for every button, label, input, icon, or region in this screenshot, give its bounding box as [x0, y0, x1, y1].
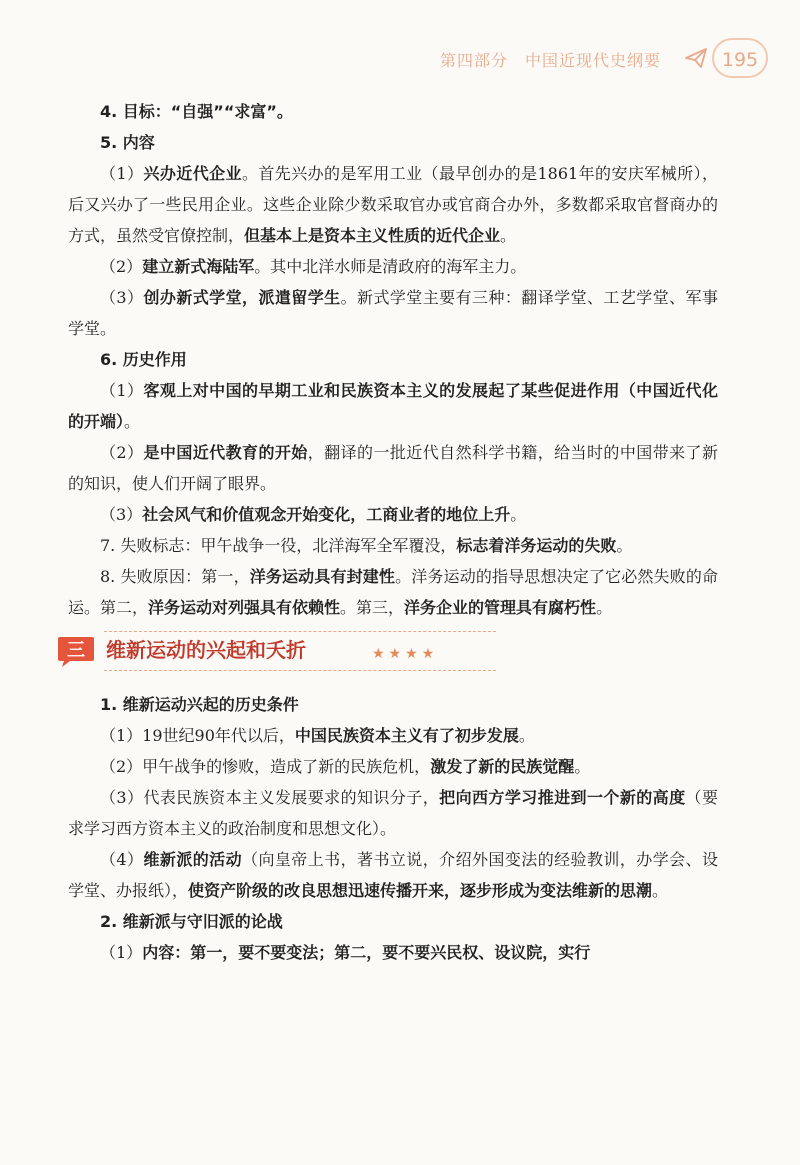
text-paragraph [68, 906, 718, 937]
paragraph-block-weixin [68, 689, 718, 968]
text-run: （2）甲午战争的惨败，造成了新的民族危机， [100, 757, 431, 776]
text-paragraph [68, 437, 718, 499]
bold-text: 洋务运动具有封建性 [249, 567, 396, 586]
text-run: 。 [574, 757, 591, 776]
section-header-text: 第四部分 中国近现代史纲要 [440, 51, 662, 70]
section-number: 三 [67, 640, 85, 661]
text-paragraph [68, 751, 718, 782]
text-run: 。新式学堂主要有三种：翻译学堂、工艺学堂、军事学堂。 [68, 288, 718, 338]
text-paragraph [68, 282, 718, 344]
text-run: 。第三， [340, 598, 405, 617]
page-number: 195 [712, 38, 768, 78]
bold-text: 创办新式学堂，派遣留学生 [143, 288, 341, 307]
text-run: ，翻译的一批近代自然科学书籍，给当时的中国带来了新的知识，使人们开阔了眼界。 [68, 443, 718, 493]
text-run: 。 [510, 505, 527, 524]
page-content [68, 96, 718, 968]
text-run: 。 [596, 598, 613, 617]
text-paragraph [68, 127, 718, 158]
text-run: 。首先兴办的是军用工业（最早创办的是1861年的安庆军械所），后又兴办了一些民用企业。这些企业除少数采取官办或官商合办外，多数都采取官督商办的方式，虽然受官僚控制， [68, 164, 718, 245]
text-paragraph [68, 251, 718, 282]
text-paragraph [68, 782, 718, 844]
text-paragraph [68, 499, 718, 530]
section-title: 维新运动的兴起和夭折 [106, 638, 306, 662]
section-heading [56, 629, 718, 679]
bold-text: 洋务企业的管理具有腐朽性 [404, 598, 597, 617]
text-run: （1）19世纪90年代以后， [100, 726, 295, 745]
section-number-badge [56, 633, 96, 669]
text-run: （1） [100, 164, 144, 183]
text-run: （2） [100, 257, 143, 276]
bold-text: 1. 维新运动兴起的历史条件 [100, 695, 299, 714]
text-run: 。 [124, 412, 141, 431]
text-paragraph [68, 344, 718, 375]
text-run: 。 [616, 536, 633, 555]
paragraph-block-yangwu [68, 96, 718, 623]
bold-text: 标志着洋务运动的失败 [456, 536, 617, 555]
text-paragraph [68, 689, 718, 720]
text-paragraph [68, 375, 718, 437]
text-paragraph [68, 561, 718, 623]
bold-text: 兴办近代企业 [143, 164, 242, 183]
bold-text: 但基本上是资本主义性质的近代企业 [244, 226, 501, 245]
bold-text: 激发了新的民族觉醒 [430, 757, 575, 776]
text-paragraph [68, 720, 718, 751]
bold-text: 2. 维新派与守旧派的论战 [100, 912, 283, 931]
text-run: 。洋务运动的指导思想决定了它必然失败的命运。第二， [68, 567, 718, 617]
text-paragraph [68, 844, 718, 906]
text-run: （1） [100, 943, 143, 962]
bold-text: 是中国近代教育的开始 [143, 443, 308, 462]
bold-text: 维新派的活动 [143, 850, 243, 869]
text-paragraph [68, 158, 718, 251]
bold-text: 中国民族资本主义有了初步发展 [294, 726, 519, 745]
bold-text: 建立新式海陆军 [142, 257, 255, 276]
text-run: （4） [100, 850, 144, 869]
importance-stars: ★★★★ [372, 646, 439, 662]
text-run: 。 [500, 226, 517, 245]
bold-text: 社会风气和价值观念开始变化，工商业者的地位上升 [142, 505, 511, 524]
bold-text: 5. 内容 [100, 133, 155, 152]
text-run: 。 [652, 881, 669, 900]
bold-text: 4. 目标：“自强”“求富”。 [100, 102, 293, 121]
text-paragraph [68, 530, 718, 561]
text-run: 8. 失败原因：第一， [100, 567, 250, 586]
text-run: （3） [100, 288, 144, 307]
text-paragraph [68, 96, 718, 127]
text-run: （要求学习西方资本主义的政治制度和思想文化）。 [68, 788, 718, 838]
bold-text: 客观上对中国的早期工业和民族资本主义的发展起了某些促进作用（中国近代化的开端） [68, 381, 718, 431]
bold-text: 使资产阶级的改良思想迅速传播开来，逐步形成为变法维新的思潮 [188, 881, 653, 900]
page-header [0, 38, 800, 78]
bold-text: 把向西方学习推进到一个新的高度 [439, 788, 686, 807]
text-run: （3）代表民族资本主义发展要求的知识分子， [100, 788, 440, 807]
text-run: （2） [100, 443, 144, 462]
text-run: 7. 失败标志：甲午战争一役，北洋海军全军覆没， [100, 536, 457, 555]
text-run: （1） [100, 381, 144, 400]
text-run: （向皇帝上书，著书立说，介绍外国变法的经验教训，办学会、设学堂、办报纸）， [68, 850, 718, 900]
bold-text: 6. 历史作用 [100, 350, 187, 369]
bold-text: 内容：第一，要不要变法；第二，要不要兴民权、设议院，实行 [142, 943, 591, 962]
bold-text: 洋务运动对列强具有依赖性 [148, 598, 341, 617]
text-run: 。 [518, 726, 535, 745]
text-run: 。其中北洋水师是清政府的海军主力。 [254, 257, 527, 276]
paper-plane-icon [684, 46, 708, 70]
text-paragraph [68, 937, 718, 968]
text-run: （3） [100, 505, 143, 524]
